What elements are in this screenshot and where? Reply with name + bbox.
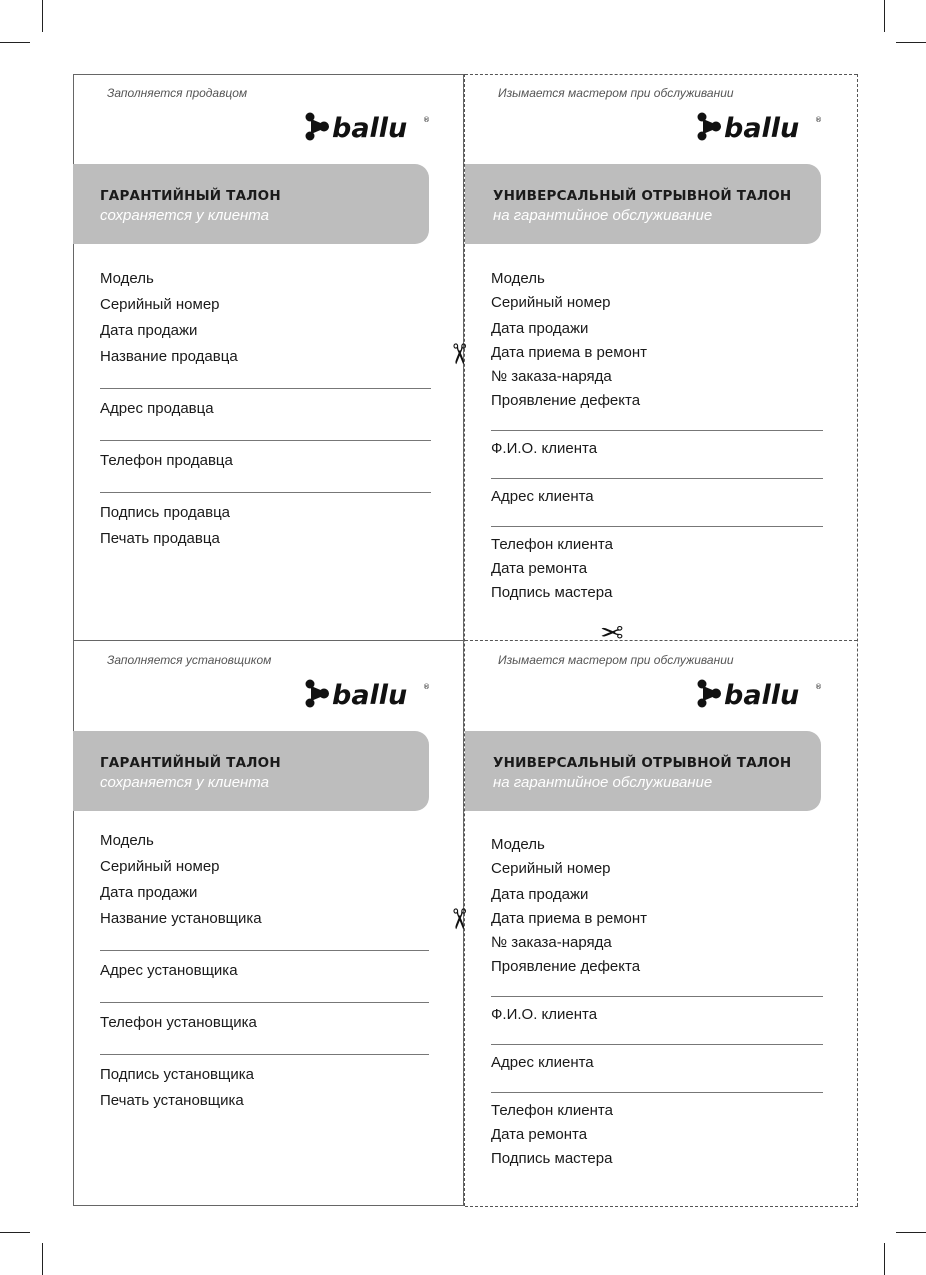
field-label: Ф.И.О. клиента	[491, 440, 598, 457]
scissors-icon: ✂	[442, 907, 476, 931]
svg-text:ballu: ballu	[724, 113, 800, 142]
field-label: Модель	[100, 832, 154, 849]
ballu-logo-icon	[306, 113, 330, 141]
field-label: Дата приема в ремонт	[491, 344, 648, 361]
crop-mark	[896, 42, 926, 43]
coupon-title: ГАРАНТИЙНЫЙ ТАЛОН	[100, 755, 281, 771]
field-label: № заказа-наряда	[491, 934, 612, 951]
field-label: Адрес клиента	[491, 488, 594, 505]
scissors-icon: ✂	[442, 342, 476, 366]
coupon-header	[465, 164, 821, 244]
field-label: Подпись мастера	[491, 584, 613, 601]
ballu-logo-icon	[698, 113, 722, 141]
coupon-note: Изымается мастером при обслуживании	[498, 653, 734, 667]
coupon-header	[73, 731, 429, 811]
field-label: Ф.И.О. клиента	[491, 1006, 598, 1023]
coupon-header	[465, 731, 821, 811]
coupon-title: ГАРАНТИЙНЫЙ ТАЛОН	[100, 188, 281, 204]
field-rule	[491, 1092, 823, 1093]
coupon-subtitle: сохраняется у клиента	[100, 774, 269, 791]
tear-off-coupon-top	[465, 74, 856, 640]
scissors-icon: ✂	[600, 615, 624, 648]
field-label: Телефон продавца	[100, 452, 233, 469]
coupon-subtitle: на гарантийное обслуживание	[493, 207, 713, 224]
field-label: Название установщика	[100, 910, 262, 927]
field-label: Серийный номер	[100, 858, 220, 875]
field-label: Телефон клиента	[491, 1102, 613, 1119]
field-rule	[491, 1044, 823, 1045]
ballu-logo-icon	[698, 680, 722, 708]
coupon-note: Заполняется продавцом	[107, 86, 248, 100]
tear-off-coupon-bottom	[465, 641, 856, 1207]
field-label: Дата продажи	[100, 884, 198, 901]
field-label: Модель	[491, 270, 545, 287]
ballu-logo	[304, 112, 430, 142]
coupon-subtitle: сохраняется у клиента	[100, 207, 269, 224]
ballu-logo	[696, 679, 822, 709]
svg-text:ballu: ballu	[332, 680, 408, 709]
field-label: Подпись установщика	[100, 1066, 254, 1083]
field-label: Модель	[491, 836, 545, 853]
crop-mark	[0, 1232, 30, 1233]
crop-mark	[0, 42, 30, 43]
field-label: № заказа-наряда	[491, 368, 612, 385]
field-label: Печать продавца	[100, 530, 220, 547]
field-label: Печать установщика	[100, 1092, 244, 1109]
field-rule	[100, 388, 431, 389]
field-label: Дата продажи	[491, 320, 589, 337]
svg-text:®: ®	[423, 116, 430, 124]
field-label: Дата ремонта	[491, 560, 588, 577]
svg-text:ballu: ballu	[332, 113, 408, 142]
field-rule	[100, 1002, 429, 1003]
field-label: Подпись мастера	[491, 1150, 613, 1167]
field-rule	[100, 492, 431, 493]
field-label: Проявление дефекта	[491, 392, 641, 409]
cut-line	[857, 74, 858, 1206]
field-label: Название продавца	[100, 348, 238, 365]
field-label: Серийный номер	[491, 294, 611, 311]
field-label: Проявление дефекта	[491, 958, 641, 975]
crop-mark	[884, 1243, 885, 1275]
field-rule	[100, 440, 431, 441]
field-rule	[491, 478, 823, 479]
crop-mark	[896, 1232, 926, 1233]
coupon-subtitle: на гарантийное обслуживание	[493, 774, 713, 791]
coupon-header	[73, 164, 429, 244]
field-label: Модель	[100, 270, 154, 287]
coupon-title: УНИВЕРСАЛЬНЫЙ ОТРЫВНОЙ ТАЛОН	[493, 188, 792, 204]
svg-text:ballu: ballu	[724, 680, 800, 709]
field-label: Адрес установщика	[100, 962, 238, 979]
field-label: Дата ремонта	[491, 1126, 588, 1143]
coupon-title: УНИВЕРСАЛЬНЫЙ ОТРЫВНОЙ ТАЛОН	[493, 755, 792, 771]
svg-text:®: ®	[423, 683, 430, 691]
ballu-logo	[304, 679, 430, 709]
coupon-note: Заполняется установщиком	[107, 653, 272, 667]
svg-text:®: ®	[815, 116, 822, 124]
field-label: Дата приема в ремонт	[491, 910, 648, 927]
field-label: Адрес клиента	[491, 1054, 594, 1071]
field-label: Телефон клиента	[491, 536, 613, 553]
svg-text:®: ®	[815, 683, 822, 691]
field-label: Телефон установщика	[100, 1014, 257, 1031]
crop-mark	[42, 1243, 43, 1275]
field-label: Адрес продавца	[100, 400, 214, 417]
coupon-note: Изымается мастером при обслуживании	[498, 86, 734, 100]
ballu-logo-icon	[306, 680, 330, 708]
field-rule	[100, 950, 429, 951]
field-label: Дата продажи	[491, 886, 589, 903]
field-label: Серийный номер	[491, 860, 611, 877]
warranty-coupon-installer	[73, 641, 464, 1207]
field-label: Дата продажи	[100, 322, 198, 339]
field-label: Подпись продавца	[100, 504, 231, 521]
field-rule	[491, 526, 823, 527]
field-rule	[100, 1054, 429, 1055]
ballu-logo	[696, 112, 822, 142]
field-label: Серийный номер	[100, 296, 220, 313]
field-rule	[491, 996, 823, 997]
crop-mark	[884, 0, 885, 32]
field-rule	[491, 430, 823, 431]
warranty-coupon-seller	[73, 74, 464, 640]
crop-mark	[42, 0, 43, 32]
